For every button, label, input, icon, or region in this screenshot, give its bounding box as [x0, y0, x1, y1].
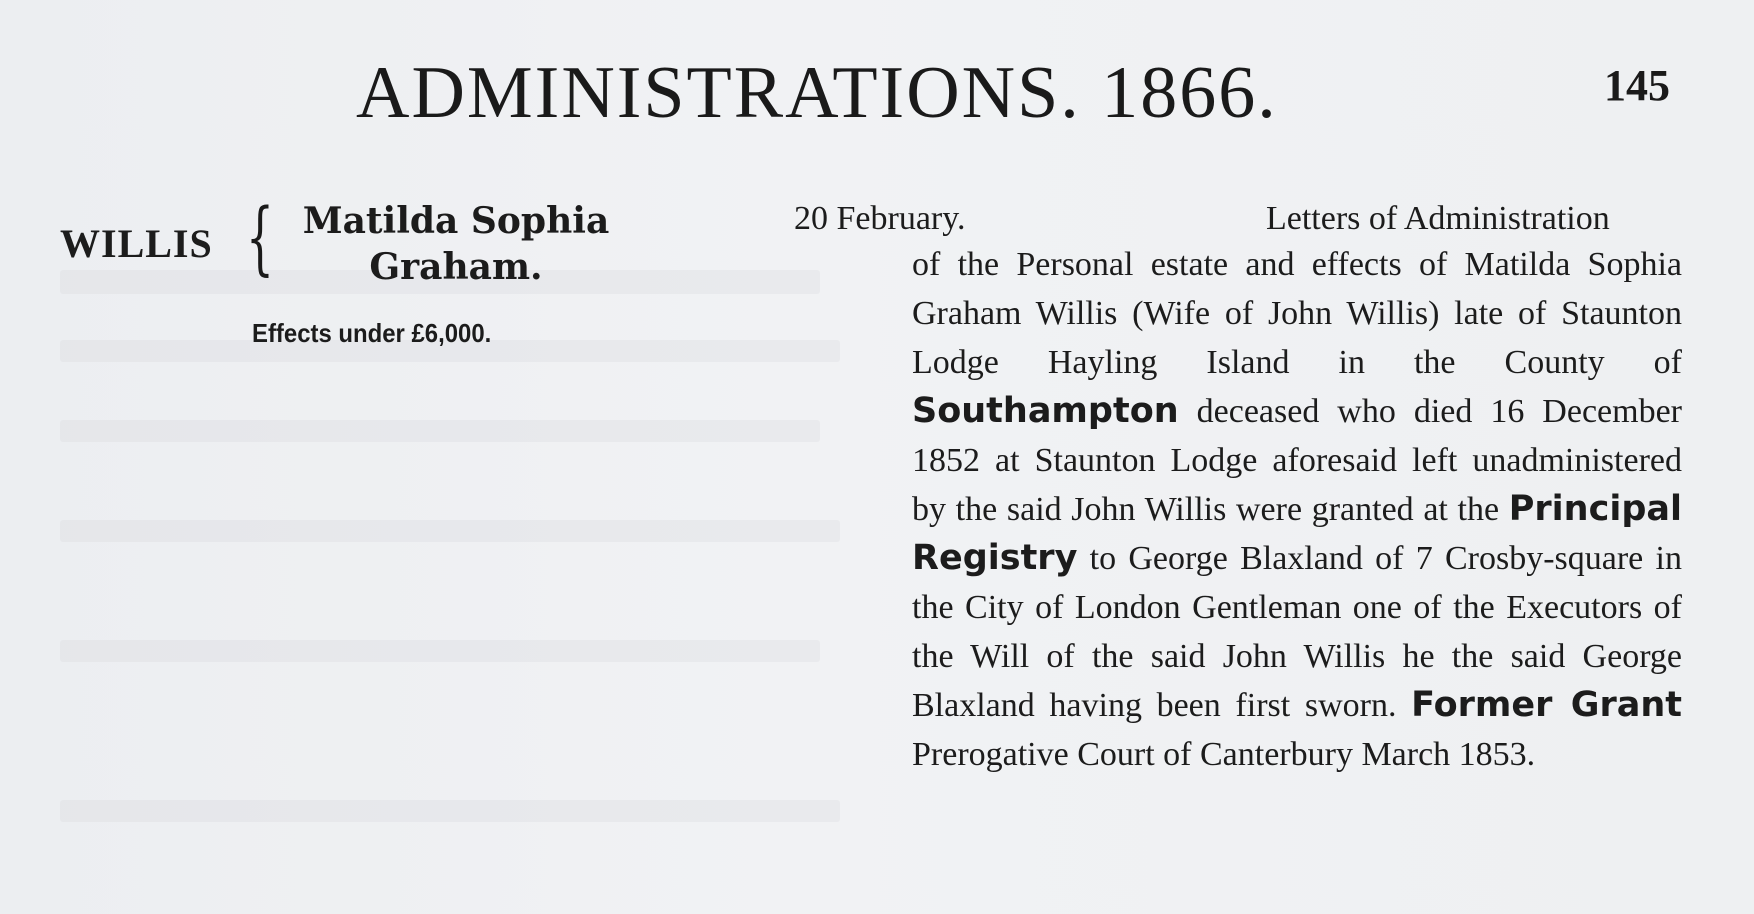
- entry-body: [912, 240, 1682, 779]
- former-grant-label: Former Grant: [1411, 685, 1682, 725]
- entry-first-line: Letters of Administration: [1266, 200, 1610, 237]
- registry-name: Principal Registry: [912, 489, 1682, 578]
- page-title: ADMINISTRATIONS. 1866.: [356, 52, 1278, 134]
- effects-value: Effects under £6,000.: [252, 318, 492, 348]
- entry-date: 20 February.: [794, 200, 966, 237]
- bleed-through-mark: [60, 520, 840, 542]
- forenames: [276, 198, 636, 290]
- entry-text-2: deceased who died 16 December 1852 at Staunton Lodge aforesaid left unadministered by the said John Willis were granted at the: [912, 393, 1682, 528]
- surname: WILLIS: [60, 221, 213, 266]
- forenames-line-1: Matilda Sophia: [302, 200, 610, 242]
- forenames-line-2: Graham.: [369, 246, 543, 288]
- entry-text-4: Prerogative Court of Canterbury March 1853.: [912, 736, 1536, 773]
- page-number: 145: [1604, 61, 1670, 110]
- bleed-through-mark: [60, 800, 840, 822]
- bleed-through-mark: [60, 420, 820, 442]
- brace-symbol: {: [246, 191, 274, 284]
- entry-text-3: to George Blaxland of 7 Crosby-square in the City of London Gentleman one of the Executors of the Will of the said John Willis he the said George Blaxland having been first sworn.: [912, 540, 1682, 724]
- county-name: Southampton: [912, 391, 1179, 431]
- bleed-through-mark: [60, 640, 820, 662]
- entry-text-1: of the Personal estate and effects of Matilda Sophia Graham Willis (Wife of John Willis) late of Staunton Lodge Hayling Island in the County of: [912, 246, 1682, 381]
